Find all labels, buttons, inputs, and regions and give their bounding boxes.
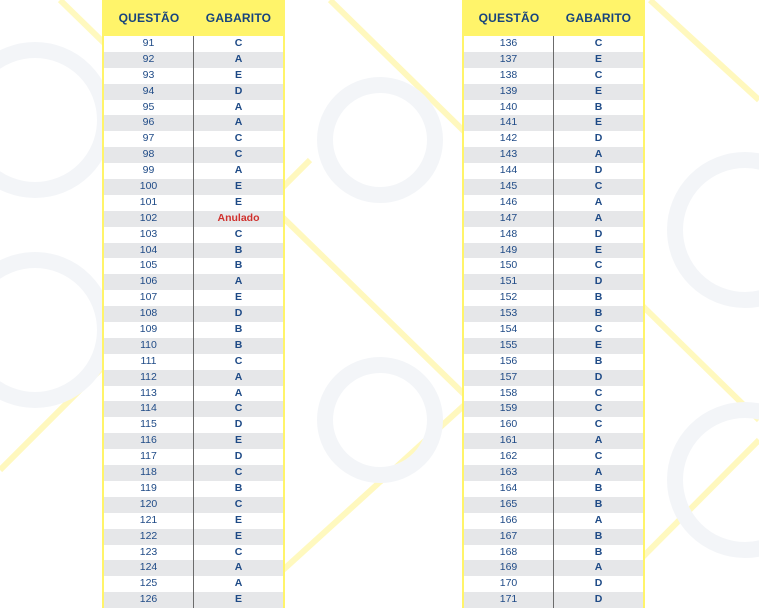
answer-letter: C: [594, 68, 603, 81]
answer-letter: A: [234, 370, 243, 383]
table-row: [104, 417, 283, 433]
question-number: 91: [104, 36, 194, 52]
question-number: 98: [104, 147, 194, 163]
table-row: [104, 290, 283, 306]
answer-letter: A: [594, 466, 603, 479]
answer-letter: C: [594, 37, 603, 49]
answer-letter: B: [594, 545, 603, 558]
answer-letter: C: [234, 545, 243, 558]
table-row: [104, 179, 283, 195]
answer-letter: C: [234, 354, 243, 367]
answer-letter: A: [594, 148, 603, 161]
table-row: [104, 401, 283, 417]
answer-letter: C: [594, 418, 603, 431]
header-question: QUESTÃO: [478, 11, 540, 25]
answer-letter: D: [234, 84, 243, 97]
answer-letter: A: [234, 386, 243, 399]
table-row: [104, 370, 283, 386]
answer-letter: C: [234, 466, 243, 479]
question-number: 94: [104, 84, 194, 100]
table-row: [464, 131, 643, 147]
answer-letter: D: [594, 275, 603, 288]
table-row: [104, 274, 283, 290]
answer-letter: E: [234, 513, 242, 526]
answer-letter: B: [234, 323, 243, 336]
answer-letter: A: [234, 100, 243, 113]
question-number: 111: [104, 354, 194, 370]
answer-letter: E: [594, 338, 602, 351]
table-row: [464, 52, 643, 68]
question-number: 119: [104, 481, 194, 497]
question-number: 154: [464, 322, 554, 338]
answer-letter: A: [594, 434, 603, 447]
answer-letter: E: [234, 434, 242, 447]
table-row: [104, 545, 283, 561]
question-number: 97: [104, 131, 194, 147]
table-row: [104, 449, 283, 465]
question-number: 161: [464, 433, 554, 449]
question-number: 150: [464, 258, 554, 274]
table-row: [464, 386, 643, 402]
answer-letter: C: [234, 37, 243, 49]
answer-letter: E: [234, 529, 242, 542]
answer-letter: C: [594, 402, 603, 415]
question-number: 115: [104, 417, 194, 433]
question-number: 155: [464, 338, 554, 354]
answer-letter: A: [234, 164, 243, 177]
answer-letter: B: [594, 291, 603, 304]
table-row: [464, 227, 643, 243]
answer-letter: D: [594, 164, 603, 177]
answer-letter: E: [594, 52, 602, 65]
answer-letter: D: [234, 418, 243, 431]
answer-letter: C: [594, 386, 603, 399]
answer-letter: B: [234, 481, 243, 494]
question-number: 106: [104, 274, 194, 290]
question-number: 167: [464, 529, 554, 545]
table-row: [464, 147, 643, 163]
question-number: 152: [464, 290, 554, 306]
question-number: 158: [464, 386, 554, 402]
answer-letter: E: [234, 291, 242, 304]
answer-letter: D: [594, 370, 603, 383]
table-row: [104, 84, 283, 100]
answer-letter: A: [234, 116, 243, 129]
question-number: 92: [104, 52, 194, 68]
question-number: 104: [104, 243, 194, 259]
answer-letter: D: [594, 577, 603, 590]
table-row: [104, 115, 283, 131]
answer-letter: C: [234, 227, 243, 240]
question-number: 141: [464, 115, 554, 131]
question-number: 114: [104, 401, 194, 417]
table-row: [104, 513, 283, 529]
question-number: 165: [464, 497, 554, 513]
question-number: 101: [104, 195, 194, 211]
answer-letter: B: [234, 338, 243, 351]
answer-letter: C: [594, 259, 603, 272]
table-row: [464, 497, 643, 513]
question-number: 123: [104, 545, 194, 561]
header-answer: GABARITO: [205, 11, 272, 25]
question-number: 151: [464, 274, 554, 290]
table-row: [464, 560, 643, 576]
question-number: 140: [464, 100, 554, 116]
question-number: 171: [464, 592, 554, 608]
table-row: [464, 84, 643, 100]
answer-letter: D: [234, 450, 243, 463]
table-body: [464, 36, 643, 608]
table-row: [464, 243, 643, 259]
question-number: 162: [464, 449, 554, 465]
question-number: 102: [104, 211, 194, 227]
table-row: [464, 417, 643, 433]
table-row: [464, 258, 643, 274]
table-row: [464, 576, 643, 592]
answer-letter: D: [234, 307, 243, 320]
answer-key-table-right: [462, 0, 645, 608]
table-row: [104, 576, 283, 592]
question-number: 96: [104, 115, 194, 131]
question-number: 168: [464, 545, 554, 561]
answer-letter: E: [594, 116, 602, 129]
table-row: [104, 163, 283, 179]
answer-letter: E: [234, 68, 242, 81]
answer-letter: A: [234, 52, 243, 65]
question-number: 147: [464, 211, 554, 227]
question-number: 160: [464, 417, 554, 433]
question-number: 144: [464, 163, 554, 179]
answer-letter: C: [234, 132, 243, 145]
answer-letter: E: [234, 195, 242, 208]
table-row: [464, 211, 643, 227]
table-row: [464, 545, 643, 561]
table-row: [464, 195, 643, 211]
answer-letter: D: [594, 132, 603, 145]
table-row: [464, 306, 643, 322]
table-row: [464, 513, 643, 529]
answer-letter: C: [594, 323, 603, 336]
answer-letter: A: [594, 211, 603, 224]
table-row: [104, 68, 283, 84]
table-row: [464, 465, 643, 481]
table-row: [104, 338, 283, 354]
table-header: [464, 0, 643, 36]
table-row: [464, 115, 643, 131]
question-number: 125: [104, 576, 194, 592]
question-number: 145: [464, 179, 554, 195]
question-number: 139: [464, 84, 554, 100]
table-row: [464, 179, 643, 195]
question-number: 146: [464, 195, 554, 211]
header-question: QUESTÃO: [118, 11, 180, 25]
question-number: 169: [464, 560, 554, 576]
question-number: 124: [104, 560, 194, 576]
question-number: 122: [104, 529, 194, 545]
table-row: [464, 481, 643, 497]
table-row: [104, 386, 283, 402]
question-number: 149: [464, 243, 554, 259]
answer-letter: B: [594, 481, 603, 494]
question-number: 157: [464, 370, 554, 386]
table-row: [104, 227, 283, 243]
question-number: 118: [104, 465, 194, 481]
table-row: [104, 322, 283, 338]
table-row: [104, 560, 283, 576]
table-row: [104, 592, 283, 608]
answer-letter: B: [594, 529, 603, 542]
table-row: [464, 370, 643, 386]
answer-letter: D: [594, 227, 603, 240]
answer-letter: B: [594, 354, 603, 367]
table-row: [104, 52, 283, 68]
table-row: [104, 258, 283, 274]
table-row: [104, 243, 283, 259]
table-row: [464, 274, 643, 290]
table-row: [464, 100, 643, 116]
question-number: 121: [104, 513, 194, 529]
answer-letter: C: [594, 180, 603, 193]
question-number: 112: [104, 370, 194, 386]
table-row: [464, 163, 643, 179]
question-number: 143: [464, 147, 554, 163]
answer-key-table-left: [102, 0, 285, 608]
answer-letter: E: [594, 84, 602, 97]
answer-letter: C: [234, 402, 243, 415]
answer-letter: E: [234, 180, 242, 193]
table-row: [464, 529, 643, 545]
question-number: 136: [464, 36, 554, 52]
question-number: 126: [104, 592, 194, 608]
question-number: 107: [104, 290, 194, 306]
table-row: [104, 497, 283, 513]
answer-letter: A: [234, 561, 243, 574]
question-number: 95: [104, 100, 194, 116]
question-number: 137: [464, 52, 554, 68]
answer-letter: B: [234, 243, 243, 256]
table-header: [104, 0, 283, 36]
question-number: 110: [104, 338, 194, 354]
table-row: [104, 306, 283, 322]
table-row: [464, 592, 643, 608]
question-number: 170: [464, 576, 554, 592]
question-number: 103: [104, 227, 194, 243]
question-number: 109: [104, 322, 194, 338]
answer-letter: C: [234, 497, 243, 510]
table-row: [104, 147, 283, 163]
table-row: [464, 354, 643, 370]
question-number: 120: [104, 497, 194, 513]
answer-letter: B: [594, 497, 603, 510]
answer-letter: B: [234, 259, 243, 272]
answer-letter: E: [594, 243, 602, 256]
question-number: 148: [464, 227, 554, 243]
question-number: 164: [464, 481, 554, 497]
table-row: [104, 100, 283, 116]
question-number: 159: [464, 401, 554, 417]
table-row: [464, 290, 643, 306]
question-number: 153: [464, 306, 554, 322]
question-number: 108: [104, 306, 194, 322]
table-row: [464, 338, 643, 354]
answer-letter: B: [594, 307, 603, 320]
answer-letter: A: [234, 275, 243, 288]
question-number: 105: [104, 258, 194, 274]
question-number: 142: [464, 131, 554, 147]
answer-letter: A: [594, 195, 603, 208]
header-answer: GABARITO: [565, 11, 632, 25]
answer-letter: A: [594, 561, 603, 574]
table-row: [104, 36, 283, 52]
answer-letter: D: [594, 593, 603, 606]
table-row: [104, 131, 283, 147]
annulled-answer: Anulado: [217, 211, 260, 224]
question-number: 116: [104, 433, 194, 449]
answer-letter: B: [594, 100, 603, 113]
answer-letter: E: [234, 593, 242, 606]
question-number: 113: [104, 386, 194, 402]
answer-letter: A: [234, 577, 243, 590]
table-row: [464, 433, 643, 449]
question-number: 166: [464, 513, 554, 529]
question-number: 100: [104, 179, 194, 195]
table-row: [104, 481, 283, 497]
table-row: [104, 465, 283, 481]
question-number: 117: [104, 449, 194, 465]
answer-letter: C: [594, 450, 603, 463]
question-number: 138: [464, 68, 554, 84]
answer-letter: A: [594, 513, 603, 526]
table-row: [104, 195, 283, 211]
table-row: [464, 322, 643, 338]
table-row: [464, 68, 643, 84]
table-body: [104, 36, 283, 608]
table-row: [464, 401, 643, 417]
table-row: [104, 433, 283, 449]
table-row: [104, 354, 283, 370]
question-number: 93: [104, 68, 194, 84]
question-number: 156: [464, 354, 554, 370]
table-row: [104, 211, 283, 227]
answer-letter: C: [234, 148, 243, 161]
table-row: [104, 529, 283, 545]
table-row: [464, 449, 643, 465]
table-row: [464, 36, 643, 52]
question-number: 99: [104, 163, 194, 179]
question-number: 163: [464, 465, 554, 481]
